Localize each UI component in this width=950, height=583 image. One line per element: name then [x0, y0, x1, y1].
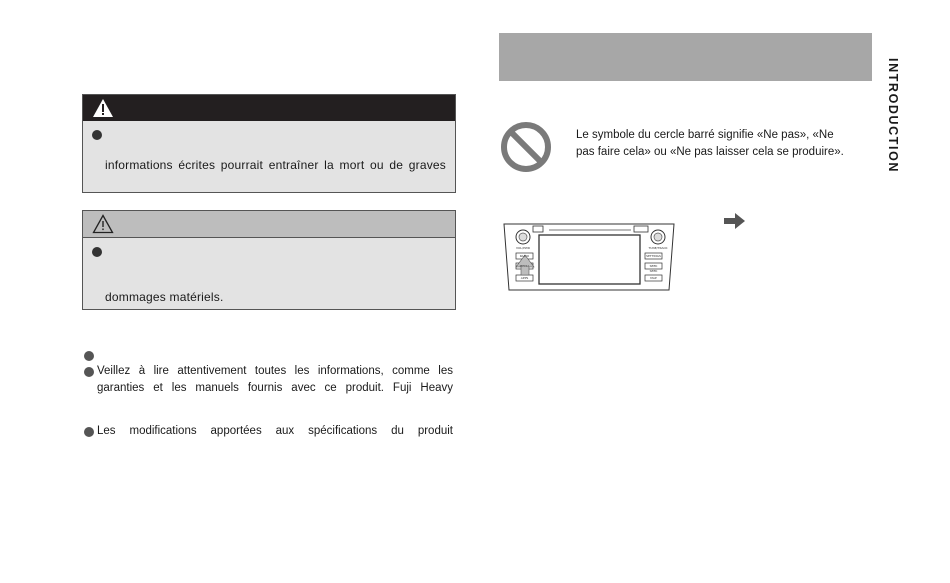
head-unit-illustration: [503, 222, 675, 292]
head-unit-button-label: SEEK: [649, 269, 658, 273]
caution-bullet: [92, 247, 102, 257]
list-item-text: Veillez à lire attentivement toutes les informations, comme les: [97, 365, 453, 377]
caution-triangle-icon: [92, 214, 114, 234]
caution-text: dommages matériels.: [105, 290, 224, 304]
warning-bullet: [92, 130, 102, 140]
left-knob-label: VOL/PWR: [516, 246, 530, 250]
side-tab-label: INTRODUCTION: [886, 58, 900, 174]
head-unit-button-label: MEDIA: [519, 264, 530, 269]
list-item-text: garanties et les manuels fournis avec ce produit. Fuji Heavy: [97, 382, 453, 394]
right-arrow-icon: [724, 213, 746, 229]
prohibition-text-line1: Le symbole du cercle barré signifie «Ne pas», «Ne: [576, 129, 834, 141]
warning-text: informations écrites pourrait entraîner la mort ou de graves: [105, 158, 446, 172]
list-item-text: Les modifications apportées aux spécifications du produit: [97, 425, 453, 437]
list-bullet: [84, 367, 94, 377]
prohibition-text-line2: pas faire cela» ou «Ne pas laisser cela se produire».: [576, 146, 844, 158]
warning-triangle-icon: [92, 98, 114, 118]
prohibition-icon: [499, 120, 553, 174]
list-bullet: [84, 351, 94, 361]
head-unit-button-label: SEEK: [649, 264, 658, 269]
right-knob-label: TUNE/TRACK: [648, 246, 668, 250]
warning-box-header: [83, 95, 455, 121]
list-bullet: [84, 427, 94, 437]
head-unit-button-label: APPS: [520, 276, 529, 281]
head-unit-button-label: SETTINGS: [646, 254, 661, 259]
warning-box: [82, 94, 456, 193]
section-heading-bar: [499, 33, 872, 81]
caution-box-header: [83, 211, 455, 238]
caution-box: [82, 210, 456, 310]
head-unit-button-label: MAP: [650, 276, 657, 281]
head-unit-button-label: RADIO: [519, 254, 530, 259]
